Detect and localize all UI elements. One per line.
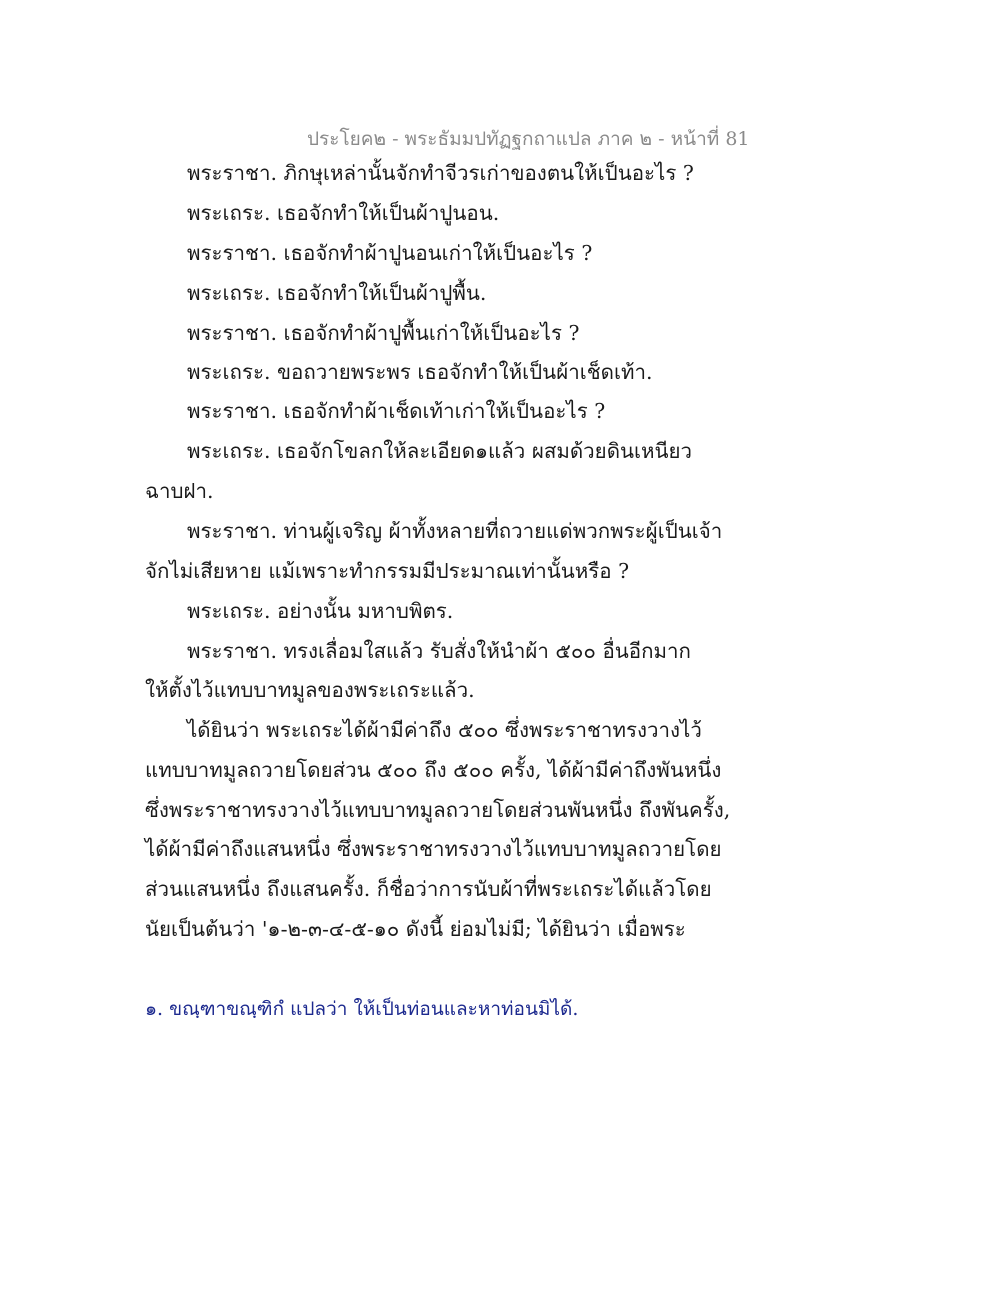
text-line: ได้ยินว่า พระเถระได้ผ้ามีค่าถึง ๕๐๐ ซึ่งพระราชาทรงวางไว้ — [187, 718, 702, 742]
text-line: พระราชา. เธอจักทำผ้าปูนอนเก่าให้เป็นอะไร ? — [187, 241, 593, 265]
text-line: ส่วนแสนหนึ่ง ถึงแสนครั้ง. ก็ชื่อว่าการนับผ้าที่พระเถระได้แล้วโดย — [145, 877, 712, 901]
text-line: พระราชา. เธอจักทำผ้าเช็ดเท้าเก่าให้เป็นอะไร ? — [187, 399, 606, 423]
text-line: พระราชา. ทรงเลื่อมใสแล้ว รับสั่งให้นำผ้า ๕๐๐ อื่นอีกมาก — [187, 639, 691, 663]
footnote: ๑. ขณฺฑาขณฺฑิกํ แปลว่า ให้เป็นท่อนและหาท่อนมิได้. — [145, 998, 579, 1020]
text-line: พระราชา. ภิกษุเหล่านั้นจักทำจีวรเก่าของตนให้เป็นอะไร ? — [187, 161, 694, 185]
text-line: พระเถระ. ขอถวายพระพร เธอจักทำให้เป็นผ้าเช็ดเท้า. — [187, 360, 653, 384]
text-line: ได้ผ้ามีค่าถึงแสนหนึ่ง ซึ่งพระราชาทรงวางไว้แทบบาทมูลถวายโดย — [145, 837, 722, 861]
text-line: ให้ตั้งไว้แทบบาทมูลของพระเถระแล้ว. — [145, 678, 475, 702]
text-line: พระเถระ. อย่างนั้น มหาบพิตร. — [187, 599, 454, 623]
page-header: ประโยค๒ - พระธัมมปทัฏฐกถาแปล ภาค ๒ - หน้าที่ 81 — [307, 128, 750, 150]
text-line: พระราชา. เธอจักทำผ้าปูพื้นเก่าให้เป็นอะไร ? — [187, 321, 580, 345]
text-line: แทบบาทมูลถวายโดยส่วน ๕๐๐ ถึง ๕๐๐ ครั้ง, ได้ผ้ามีค่าถึงพันหนึ่ง — [145, 758, 722, 782]
text-line: ซึ่งพระราชาทรงวางไว้แทบบาทมูลถวายโดยส่วนพันหนึ่ง ถึงพันครั้ง, — [145, 798, 731, 822]
text-line: พระเถระ. เธอจักทำให้เป็นผ้าปูนอน. — [187, 201, 500, 225]
text-line: พระเถระ. เธอจักโขลกให้ละเอียด๑แล้ว ผสมด้วยดินเหนียว — [187, 439, 693, 463]
text-line: นัยเป็นต้นว่า '๑-๒-๓-๔-๕-๑๐ ดังนี้ ย่อมไม่มี; ได้ยินว่า เมื่อพระ — [145, 917, 686, 941]
text-line: จักไม่เสียหาย แม้เพราะทำกรรมมีประมาณเท่านั้นหรือ ? — [145, 559, 630, 583]
text-line: พระราชา. ท่านผู้เจริญ ผ้าทั้งหลายที่ถวายแด่พวกพระผู้เป็นเจ้า — [187, 519, 723, 543]
text-line: ฉาบฝา. — [145, 479, 214, 503]
text-line: พระเถระ. เธอจักทำให้เป็นผ้าปูพื้น. — [187, 281, 487, 305]
